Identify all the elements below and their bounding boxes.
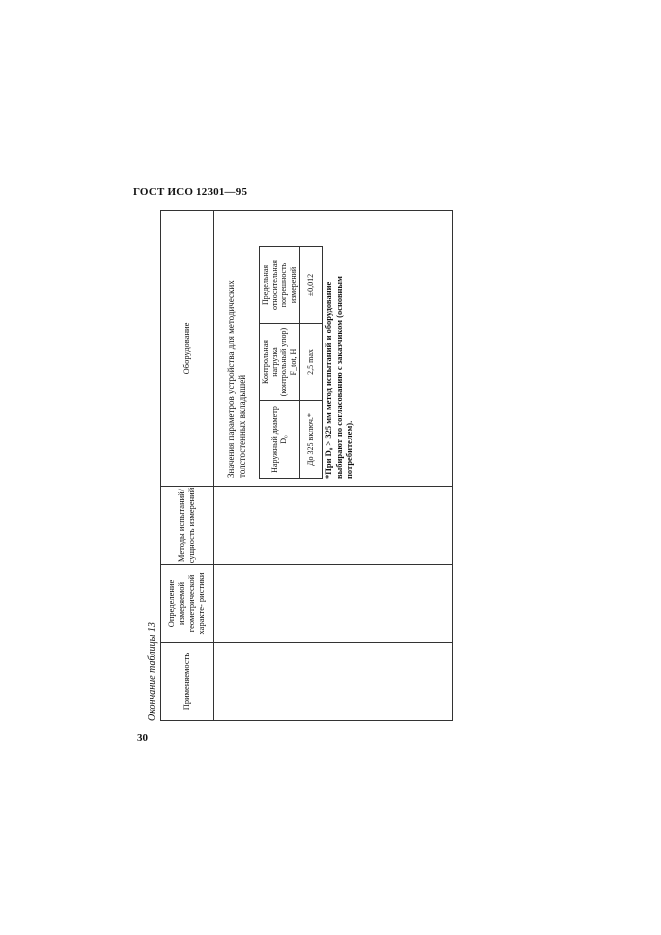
inner-header-error: Предельная относительная погрешность измерений — [260, 247, 300, 324]
column-header-applicability: Применяемость — [161, 643, 214, 721]
inner-cell-diameter: До 325 включ.* — [299, 401, 322, 479]
cell-methods — [214, 487, 453, 565]
cell-characteristic — [214, 565, 453, 643]
equipment-parameters-table — [259, 246, 323, 479]
table-caption: Окончание таблицы 13 — [147, 622, 158, 721]
rotated-table-block — [147, 211, 402, 721]
inner-cell-error: ±0,012 — [299, 247, 322, 324]
main-table — [160, 210, 453, 721]
document-header: ГОСТ ИСО 12301—95 — [133, 186, 248, 198]
inner-header-diameter: Наружный диаметр D₀ — [260, 401, 300, 479]
column-header-characteristic: Определение измеряемой геометрической характе- ристики — [161, 565, 214, 643]
inner-header-load: Контрольная нагрузка (контрольный упор) F_tot, Н — [260, 324, 300, 401]
column-header-equipment: Оборудование — [161, 211, 214, 487]
equipment-footnote: *При D₀ > 325 мм метод испытаний и оборудование выбирают по согласованию с заказчиком (основным потребителем). — [323, 276, 355, 479]
cell-equipment — [214, 211, 453, 487]
inner-cell-load: 2,5 max — [299, 324, 322, 401]
cell-applicability — [214, 643, 453, 721]
equipment-title: Значения параметров устройства для методических толстостенных вкладышей — [226, 280, 248, 478]
column-header-methods: Методы испытаний/ сущность измерений — [161, 487, 214, 565]
page-number: 30 — [137, 732, 148, 744]
